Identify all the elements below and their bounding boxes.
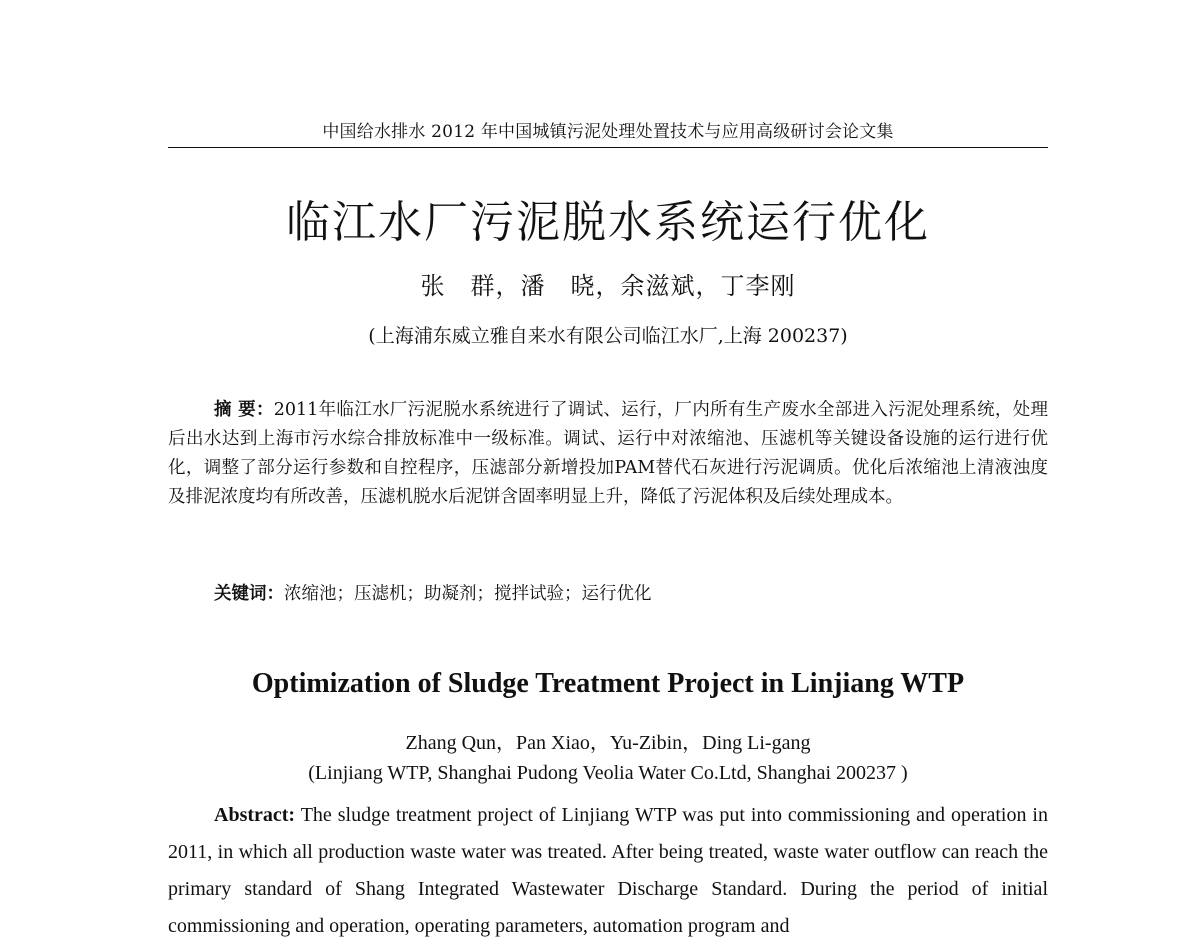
abstract-cn-label: 摘 要： — [214, 400, 274, 420]
abstract-cn-text: 2011年临江水厂污泥脱水系统进行了调试、运行，厂内所有生产废水全部进入污泥处理系统，处理后出水达到上海市污水综合排放标准中一级标准。调试、运行中对浓缩池、压滤机等关键设备设施的运行进行优化，调整了部分运行参数和自控程序，压滤部分新增投加PAM替代石灰进行污泥调质。优化后浓缩池上清液浊度及排泥浓度均有所改善，压滤机脱水后泥饼含固率明显上升，降低了污泥体积及后续处理成本。 — [168, 400, 1048, 507]
affiliation-en: (Linjiang WTP, Shanghai Pudong Veolia Water Co.Ltd, Shanghai 200237 ) — [308, 762, 908, 784]
abstract-en-label: Abstract: — [214, 804, 296, 826]
affiliation-cn: (上海浦东威立雅自来水有限公司临江水厂,上海 200237) — [368, 325, 848, 347]
paper-title-cn: 临江水厂污泥脱水系统运行优化 — [286, 197, 930, 248]
authors-cn: 张 群，潘 晓，余滋斌，丁李刚 — [420, 272, 796, 300]
header-rule — [168, 147, 1048, 148]
abstract-en-text: The sludge treatment project of Linjiang WTP was put into commissioning and operation in 2011, in which all production waste water was treated. After being treated, waste water outflow can reach the primary standard of Shang Integrated Wastewater Discharge Standard. During the period of initial commissioning and operation, operating parameters, automation program and — [168, 804, 1048, 937]
keywords-cn-text: 浓缩池；压滤机；助凝剂；搅拌试验；运行优化 — [284, 584, 652, 604]
paper-title-en: Optimization of Sludge Treatment Project in Linjiang WTP — [251, 668, 965, 699]
authors-en: Zhang Qun，Pan Xiao，Yu-Zibin，Ding Li-gang — [405, 732, 811, 754]
keywords-cn-label: 关键词： — [214, 584, 284, 604]
keywords-cn — [214, 580, 1048, 609]
proceedings-header: 中国给水排水 2012 年中国城镇污泥处理处置技术与应用高级研讨会论文集 — [322, 122, 894, 142]
abstract-en — [168, 797, 1048, 945]
abstract-cn — [168, 396, 1048, 512]
